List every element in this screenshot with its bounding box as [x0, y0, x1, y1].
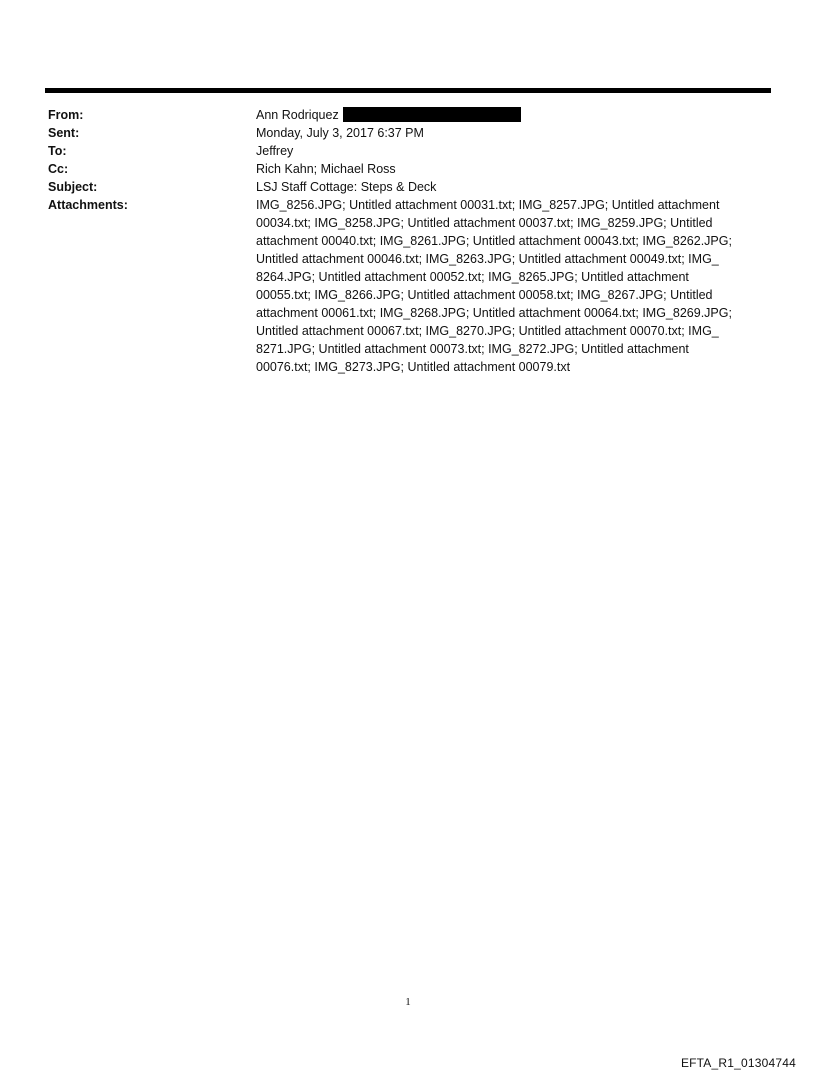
attachments-line: 8264.JPG; Untitled attachment 00052.txt; IMG_8265.JPG; Untitled attachment [256, 270, 689, 284]
attachments-row [48, 196, 768, 376]
subject-label: Subject: [48, 180, 98, 194]
attachments-label: Attachments: [48, 198, 128, 212]
attachments-line: attachment 00061.txt; IMG_8268.JPG; Untitled attachment 00064.txt; IMG_8269.JPG; [256, 306, 732, 320]
page-number: 1 [405, 996, 411, 1008]
sent-value: Monday, July 3, 2017 6:37 PM [256, 126, 424, 140]
attachments-line: 00076.txt; IMG_8273.JPG; Untitled attachment 00079.txt [256, 360, 571, 374]
to-row [48, 142, 768, 160]
attachments-line: 00055.txt; IMG_8266.JPG; Untitled attachment 00058.txt; IMG_8267.JPG; Untitled [256, 288, 713, 302]
subject-value: LSJ Staff Cottage: Steps & Deck [256, 180, 437, 194]
to-value: Jeffrey [256, 144, 294, 158]
attachments-value [256, 196, 768, 376]
attachments-line: IMG_8256.JPG; Untitled attachment 00031.txt; IMG_8257.JPG; Untitled attachment [256, 198, 720, 212]
attachments-line: Untitled attachment 00067.txt; IMG_8270.JPG; Untitled attachment 00070.txt; IMG_ [256, 324, 719, 338]
cc-label: Cc: [48, 162, 69, 176]
sent-label: Sent: [48, 126, 80, 140]
attachments-line: attachment 00040.txt; IMG_8261.JPG; Untitled attachment 00043.txt; IMG_8262.JPG; [256, 234, 732, 248]
sent-row [48, 124, 768, 142]
cc-row [48, 160, 768, 178]
from-row [48, 106, 768, 124]
to-label: To: [48, 144, 67, 158]
from-label: From: [48, 108, 84, 122]
from-value: Ann Rodriquez [256, 108, 339, 122]
email-header [48, 106, 768, 376]
subject-row [48, 178, 768, 196]
cc-value: Rich Kahn; Michael Ross [256, 162, 396, 176]
attachments-line: 00034.txt; IMG_8258.JPG; Untitled attachment 00037.txt; IMG_8259.JPG; Untitled [256, 216, 713, 230]
attachments-line: Untitled attachment 00046.txt; IMG_8263.JPG; Untitled attachment 00049.txt; IMG_ [256, 252, 719, 266]
from-value-cell [256, 106, 768, 124]
redaction-block [343, 107, 521, 122]
bates-number: EFTA_R1_01304744 [680, 1056, 796, 1070]
attachments-line: 8271.JPG; Untitled attachment 00073.txt; IMG_8272.JPG; Untitled attachment [256, 342, 689, 356]
header-divider-rule [45, 88, 771, 93]
